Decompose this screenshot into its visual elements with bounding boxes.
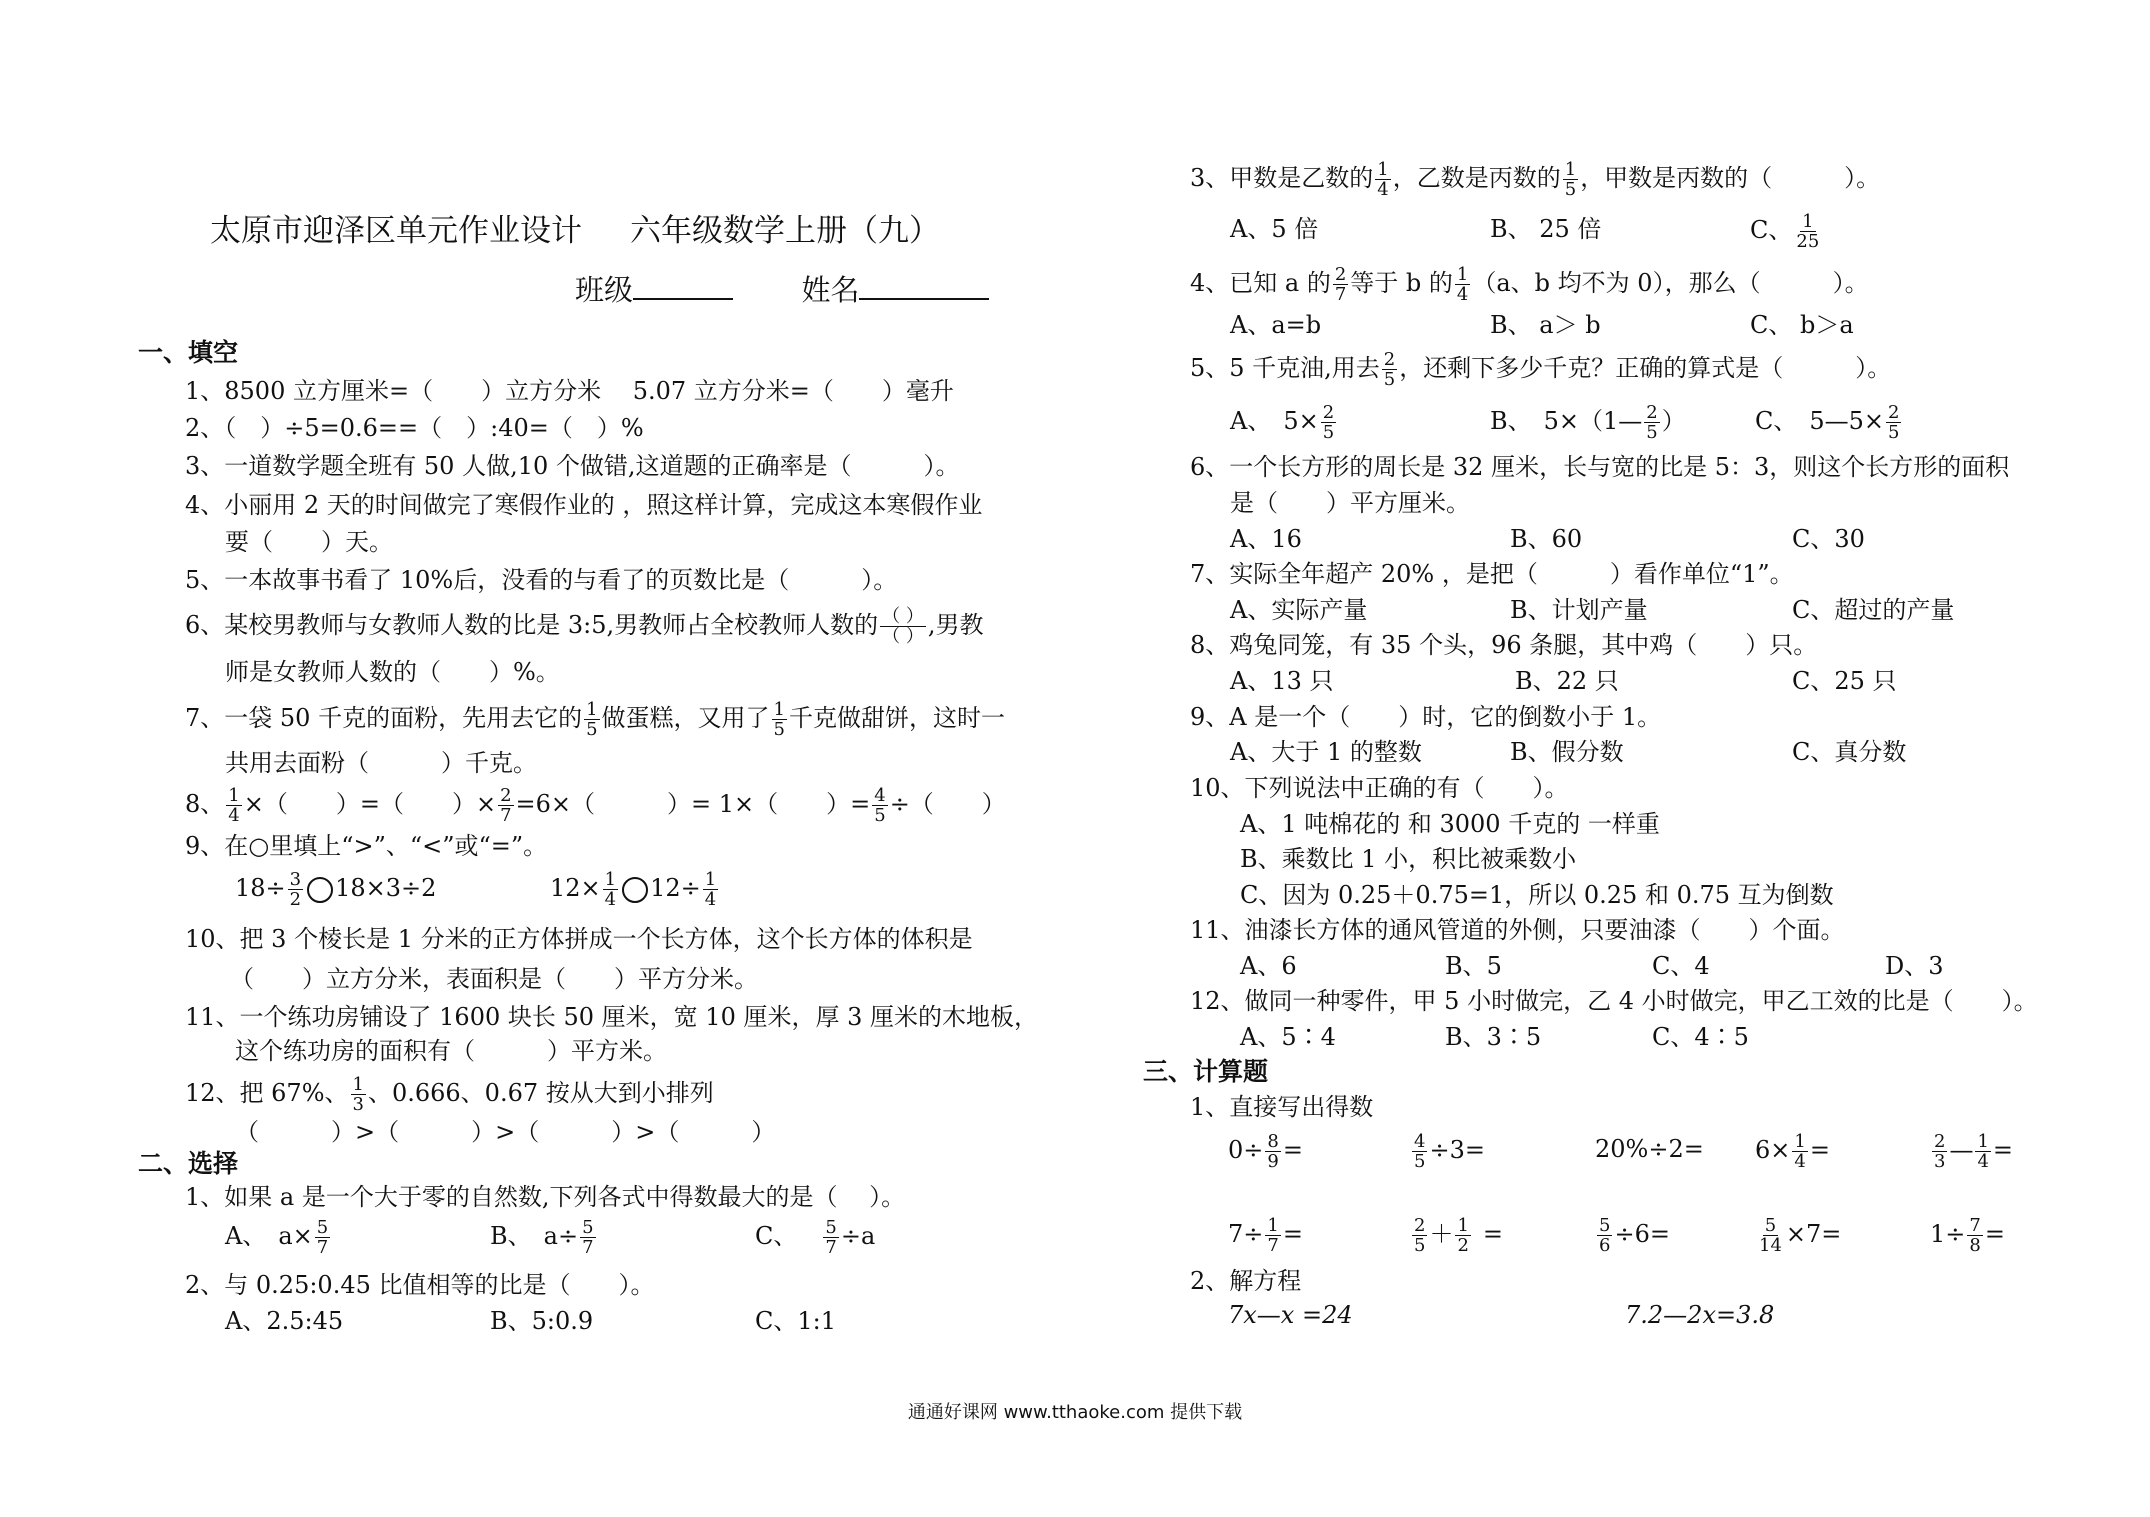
fill-q12-line2: （ ）>（ ）>（ ）>（ ）: [235, 1118, 776, 1146]
choice-q5-option-c: C、 5—5× $\frac{2}{5}$: [1755, 402, 1900, 443]
fill-q9: 9、在○里填上“>”、“<”或“=”。: [185, 832, 548, 860]
choice-q2-option-b: B、5:0.9: [490, 1307, 594, 1335]
choice-q7-option-c: C、超过的产量: [1792, 596, 1955, 624]
choice-q6-option-b: B、60: [1510, 525, 1583, 553]
choice-q2-option-c: C、1:1: [755, 1307, 836, 1335]
choice-q8: 8、鸡兔同笼，有 35 个头，96 条腿，其中鸡（ ）只。: [1190, 631, 1818, 659]
choice-q3-option-c: C、 $\frac{1}{25}$: [1750, 211, 1820, 252]
choice-q7-option-a: A、实际产量: [1230, 596, 1368, 624]
fill-q9-expr2: 12× $\frac{1}{4}$ 12÷ $\frac{1}{4}$: [550, 869, 717, 910]
calc-expr: 20%÷2=: [1595, 1135, 1704, 1163]
calc-expr: 6× $\frac{1}{4}$ =: [1755, 1131, 1830, 1172]
fraction: $\frac{1}{5}$: [586, 699, 598, 740]
compare-circle[interactable]: [622, 877, 648, 903]
section-fill-heading: 一、填空: [138, 338, 239, 367]
class-blank[interactable]: [633, 272, 733, 300]
choice-q12-option-a: A、5∶4: [1240, 1023, 1336, 1051]
fill-q1: 1、8500 立方厘米=（ ）立方分米 5.07 立方分米=（ ）毫升: [185, 377, 954, 405]
choice-q8-option-a: A、13 只: [1230, 667, 1334, 695]
choice-q6-option-a: A、16: [1230, 525, 1302, 553]
fill-q11-line1: 11、一个练功房铺设了 1600 块长 50 厘米，宽 10 厘米，厚 3 厘米的木地板，: [185, 1003, 1038, 1031]
choice-q12: 12、做同一种零件，甲 5 小时做完，乙 4 小时做完，甲乙工效的比是（ ）。: [1190, 987, 2038, 1015]
choice-q4-option-a: A、a=b: [1230, 311, 1322, 339]
fill-q9-expr1: 18÷ $\frac{3}{2}$ 18×3÷2: [235, 869, 437, 910]
calc-sub1-heading: 1、直接写出得数: [1190, 1093, 1374, 1121]
choice-q9-option-b: B、假分数: [1510, 738, 1624, 766]
name-blank[interactable]: [859, 272, 989, 300]
choice-q7: 7、实际全年超产 20% ，是把（ ）看作单位“1”。: [1190, 560, 1794, 588]
choice-q2: 2、与 0.25:0.45 比值相等的比是（ ）。: [185, 1271, 655, 1299]
fill-q6-line2: 师是女教师人数的（ ）%。: [225, 658, 560, 686]
fill-q7-line1: 7、一袋 50 千克的面粉，先用去它的 $\frac{1}{5}$ 做蛋糕，又用了 $\frac{1}{5}$ 千克做甜饼，这时一: [185, 699, 1005, 740]
calc-expr: 7÷ $\frac{1}{7}$ =: [1228, 1215, 1303, 1256]
fraction: $\frac{1}{5}$: [773, 699, 785, 740]
fill-q10-line1: 10、把 3 个棱长是 1 分米的正方体拼成一个长方体，这个长方体的体积是: [185, 925, 973, 953]
choice-q9-option-c: C、真分数: [1792, 738, 1907, 766]
choice-q5-option-a: A、 5× $\frac{2}{5}$: [1230, 402, 1335, 443]
choice-q6-option-c: C、30: [1792, 525, 1865, 553]
section-choice-heading: 二、选择: [138, 1149, 239, 1178]
choice-q10-option-a: A、1 吨棉花的 和 3000 千克的 一样重: [1240, 810, 1660, 838]
choice-q6-line2: 是（ ）平方厘米。: [1230, 489, 1470, 517]
choice-q4-option-b: B、 a＞ b: [1490, 311, 1601, 339]
choice-q12-option-c: C、4∶5: [1652, 1023, 1749, 1051]
fill-q10-line2: （ ）立方分米，表面积是（ ）平方分米。: [230, 965, 758, 993]
calc-expr: 0÷ $\frac{8}{9}$ =: [1228, 1131, 1303, 1172]
choice-q10-option-b: B、乘数比 1 小，积比被乘数小: [1240, 845, 1577, 873]
choice-q8-option-c: C、25 只: [1792, 667, 1897, 695]
calc-expr: $\frac{4}{5}$ ÷3=: [1414, 1131, 1485, 1172]
fill-q4-line2: 要（ ）天。: [225, 528, 393, 556]
page-title: 太原市迎泽区单元作业设计 六年级数学上册（九）: [210, 213, 940, 249]
choice-q8-option-b: B、22 只: [1515, 667, 1619, 695]
fraction: $\frac{( )}{( )}$: [882, 606, 924, 647]
footer-credit: 通通好课网 www.tthaoke.com 提供下载: [907, 1402, 1243, 1423]
section-calc-heading: 三、计算题: [1143, 1057, 1269, 1086]
fill-q7-line2: 共用去面粉（ ）千克。: [225, 749, 537, 777]
choice-q3-option-b: B、 25 倍: [1490, 215, 1602, 243]
fill-q4-line1: 4、小丽用 2 天的时间做完了寒假作业的 ，照这样计算，完成这本寒假作业: [185, 491, 983, 519]
choice-q3-option-a: A、5 倍: [1230, 215, 1319, 243]
calc-expr: $\frac{2}{5}$ ＋ $\frac{1}{2}$ =: [1414, 1215, 1504, 1256]
choice-q1-option-a: A、 a× $\frac{5}{7}$: [225, 1217, 329, 1258]
choice-q1-option-c: C、 $\frac{5}{7}$ ÷a: [755, 1217, 876, 1258]
calc-expr: 1÷ $\frac{7}{8}$ =: [1930, 1215, 2005, 1256]
choice-q3: 3、甲数是乙数的 $\frac{1}{4}$ ，乙数是丙数的 $\frac{1}{5}$ ，甲数是丙数的（ ）。: [1190, 159, 1881, 200]
fill-q6-line1: 6、某校男教师与女教师人数的比是 3:5,男教师占全校教师人数的 $\frac{( )}{( )}$ ,男教: [185, 606, 984, 647]
choice-q10-option-c: C、因为 0.25＋0.75=1，所以 0.25 和 0.75 互为倒数: [1240, 881, 1834, 909]
choice-q10: 10、下列说法中正确的有（ ）。: [1190, 774, 1569, 802]
choice-q7-option-b: B、计划产量: [1510, 596, 1648, 624]
choice-q4-option-c: C、 b＞a: [1750, 311, 1854, 339]
calc-expr: $\frac{5}{6}$ ÷6=: [1599, 1215, 1670, 1256]
choice-q1-option-b: B、 a÷ $\frac{5}{7}$: [490, 1217, 594, 1258]
fill-q12-line1: 12、把 67%、 $\frac{1}{3}$ 、0.666、0.67 按从大到小排列: [185, 1074, 714, 1115]
choice-q9-option-a: A、大于 1 的整数: [1230, 738, 1422, 766]
choice-q5-option-b: B、 5×（1— $\frac{2}{5}$ ）: [1490, 402, 1686, 443]
choice-q1: 1、如果 a 是一个大于零的自然数,下列各式中得数最大的是（ ）。: [185, 1183, 906, 1211]
fill-q11-line2: 这个练功房的面积有（ ）平方米。: [235, 1037, 667, 1065]
choice-q11-option-a: A、6: [1240, 952, 1297, 980]
choice-q11-option-d: D、3: [1885, 952, 1944, 980]
equation-2: 7.2—2x=3.8: [1625, 1301, 1775, 1329]
choice-q9: 9、A 是一个（ ）时，它的倒数小于 1。: [1190, 703, 1662, 731]
choice-q5: 5、5 千克油,用去 $\frac{2}{5}$ ，还剩下多少千克？正确的算式是（ ）。: [1190, 349, 1892, 390]
choice-q2-option-a: A、2.5:45: [225, 1307, 344, 1335]
calc-expr: $\frac{2}{3}$ — $\frac{1}{4}$ =: [1934, 1131, 2014, 1172]
choice-q12-option-b: B、3∶5: [1445, 1023, 1542, 1051]
choice-q11-option-b: B、5: [1445, 952, 1502, 980]
calc-expr: $\frac{5}{14}$ ×7=: [1759, 1215, 1842, 1256]
choice-q11: 11、油漆长方体的通风管道的外侧，只要油漆（ ）个面。: [1190, 916, 1845, 944]
calc-sub2-heading: 2、解方程: [1190, 1267, 1302, 1295]
choice-q6-line1: 6、一个长方形的周长是 32 厘米，长与宽的比是 5：3，则这个长方形的面积: [1190, 453, 2010, 481]
fill-q2: 2、（ ）÷5=0.6==（ ）:40=（ ）%: [185, 414, 644, 442]
choice-q4: 4、已知 a 的 $\frac{2}{7}$ 等于 b 的 $\frac{1}{4}$ （a、b 均不为 0），那么（ ）。: [1190, 264, 1869, 305]
fill-q8: 8、 $\frac{1}{4}$ ×（ ）=（ ）× $\frac{2}{7}$ =6×（ ）= 1×（ ）= $\frac{4}{5}$ ÷（ ）: [185, 785, 1006, 826]
compare-circle[interactable]: [307, 877, 333, 903]
fill-q3: 3、一道数学题全班有 50 人做,10 个做错,这道题的正确率是（ ）。: [185, 452, 960, 480]
equation-1: 7x—x =24: [1228, 1301, 1353, 1329]
fill-q5: 5、一本故事书看了 10%后，没看的与看了的页数比是（ ）。: [185, 566, 898, 594]
student-info: 班级 姓名: [575, 268, 989, 309]
choice-q11-option-c: C、4: [1652, 952, 1710, 980]
